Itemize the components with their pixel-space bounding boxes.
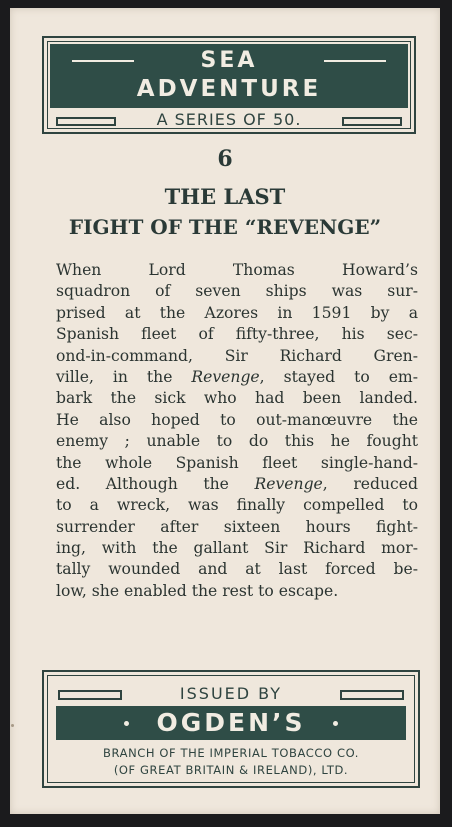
description-text: bark the sick who had been landed.	[56, 389, 418, 408]
description-line	[56, 388, 418, 409]
description-line	[56, 474, 418, 495]
description-text: surrender after sixteen hours fight-	[56, 517, 418, 536]
description-line	[56, 581, 418, 602]
description-text: Spanish fleet of fifty-three, his sec-	[56, 325, 418, 344]
brand-name: OGDEN’S	[156, 708, 306, 737]
issued-by-label: ISSUED BY	[179, 684, 283, 703]
description-text: ing, with the gallant Sir Richard mor-	[56, 539, 418, 558]
series-title-line2: ADVENTURE	[136, 76, 322, 102]
description-line	[56, 346, 418, 367]
description-text: , reduced	[322, 474, 418, 493]
footer-frame	[42, 670, 420, 788]
card-heading-line1: THE LAST	[164, 184, 286, 209]
description-text: squadron of seven ships was sur-	[56, 282, 418, 301]
description-line	[56, 324, 418, 345]
description-text: He also hoped to out-manœuvre the	[56, 410, 418, 429]
description-line	[56, 260, 418, 281]
description-text: When Lord Thomas Howard’s	[56, 261, 418, 279]
description-text: to a wreck, was finally compelled to	[56, 496, 418, 515]
card-heading-line2: FIGHT OF THE “REVENGE”	[68, 215, 382, 239]
description-text: ville, in the	[56, 367, 192, 386]
cigarette-card	[10, 8, 440, 814]
description-line	[56, 538, 418, 559]
description-line	[56, 431, 418, 452]
description-line	[56, 559, 418, 580]
description-text: low, she enabled the rest to escape.	[56, 581, 339, 600]
header-title-band	[50, 44, 408, 108]
description-text: ond-in-command, Sir Richard Gren-	[56, 346, 418, 365]
series-title-line1: SEA	[200, 48, 258, 73]
ship-name-italic: Revenge	[191, 367, 260, 386]
description-line	[56, 517, 418, 538]
description-text: tally wounded and at last forced be-	[56, 560, 418, 579]
branch-line1: BRANCH OF THE IMPERIAL TOBACCO CO.	[102, 746, 360, 760]
description-line	[56, 367, 418, 388]
description-line	[56, 410, 418, 431]
brand-band	[56, 706, 406, 740]
description-text: enemy ; unable to do this he fought	[56, 432, 418, 451]
description-line	[56, 281, 418, 302]
header-frame	[42, 36, 416, 134]
series-count: A SERIES OF 50.	[156, 110, 302, 129]
description-text: ed. Although the	[56, 474, 255, 493]
description-text: , stayed to em-	[259, 367, 418, 386]
description-line	[56, 303, 418, 324]
description-text: the whole Spanish fleet single-hand-	[56, 453, 418, 472]
branch-line2: (OF GREAT BRITAIN & IRELAND), LTD.	[113, 763, 349, 777]
description-line	[56, 495, 418, 516]
description-line	[56, 453, 418, 474]
card-description	[56, 260, 418, 602]
ship-name-italic: Revenge	[254, 474, 323, 493]
paper-speck	[11, 724, 14, 727]
description-text: prised at the Azores in 1591 by a	[56, 303, 418, 322]
card-number: 6	[217, 146, 233, 172]
